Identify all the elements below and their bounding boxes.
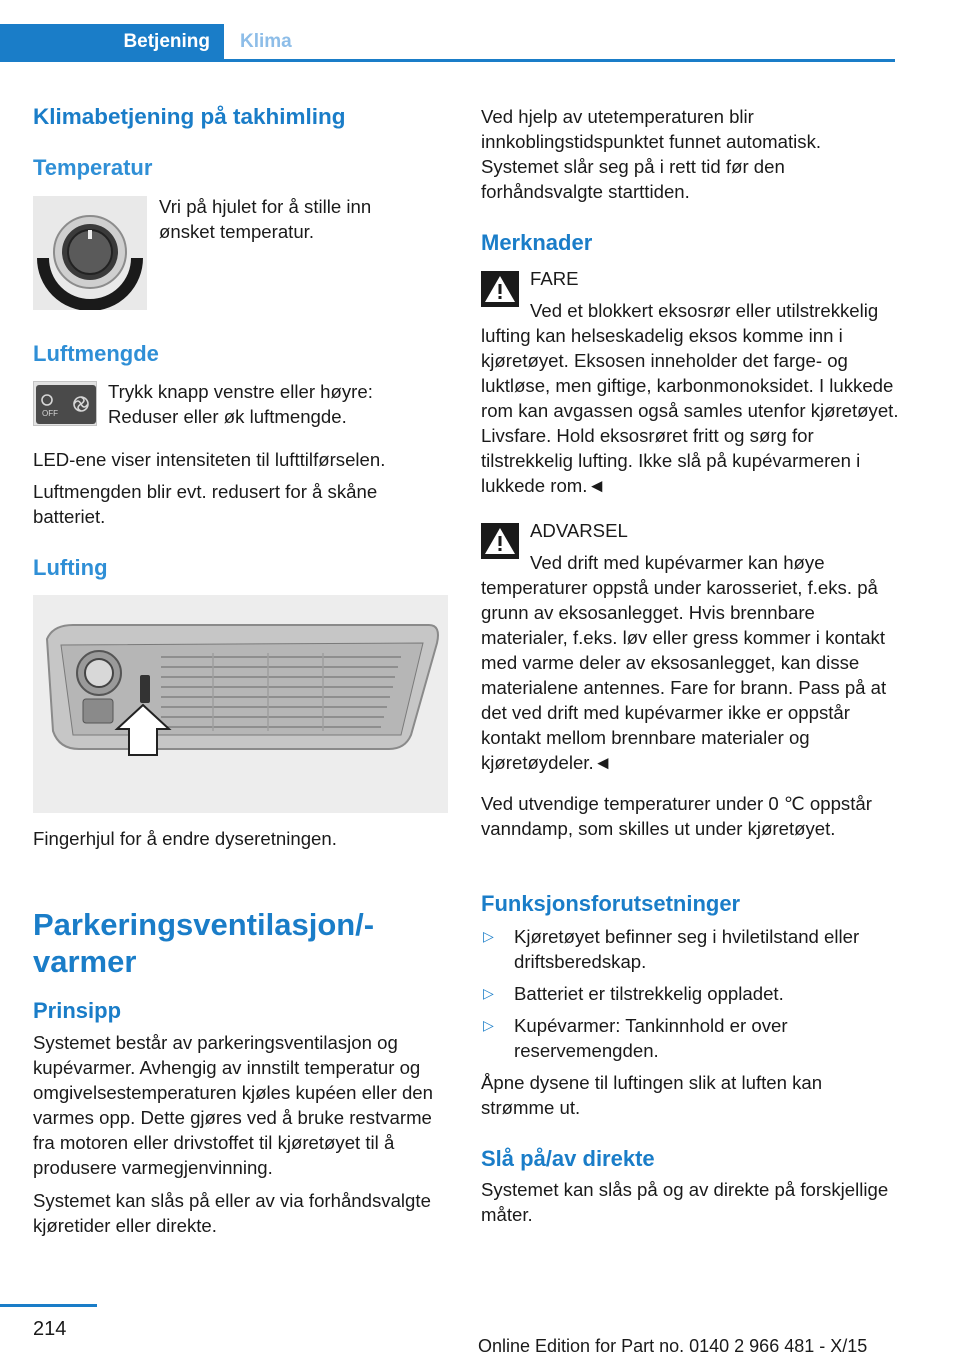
vanndamp-text: Ved utvendige temperaturer under 0 ℃ oppstår vanndamp, som skilles ut under kjøretøyet. bbox=[481, 793, 872, 839]
fare-text: Ved et blokkert eksosrør eller utilstrekkelig lufting kan helseskadelig eksos komme inn i kjøretøyet. Eksosen inneholder det farge- og luktløse, men giftige, karbonmonoksidet. I lukkede rom kan avgassen også samles utenfor kjøretøyet. Livsfare. Hold eksosrøret fritt og sørg for tilstrekkelig lufting. Ikke slå på kupévarmeren i lukkede rom.◄ bbox=[481, 300, 899, 496]
vent-panel-illustration bbox=[33, 595, 448, 813]
fare-label: FARE bbox=[530, 268, 579, 289]
temperature-knob-image bbox=[33, 196, 147, 310]
luftmengde-battery-text: Luftmengden blir evt. redusert for å skåne batteriet. bbox=[33, 481, 378, 527]
temperatur-title: Temperatur bbox=[33, 155, 153, 180]
merknader-title: Merknader bbox=[481, 230, 593, 255]
intro-text: Ved hjelp av utetemperaturen blir innkoblingstidspunktet funnet automatisk. Systemet slår seg på i rett tid før den forhåndsvalgte starttiden. bbox=[481, 106, 822, 202]
bullet-triangle-icon: ▷ bbox=[483, 1017, 494, 1033]
list-item: ▷ Kupévarmer: Tankinnhold er over reservemengden. bbox=[483, 1015, 788, 1061]
tab-betjening[interactable]: Betjening bbox=[0, 24, 224, 62]
header-rule bbox=[0, 59, 895, 62]
dysene-text: Åpne dysene til luftingen slik at luften kan strømme ut. bbox=[481, 1072, 823, 1118]
funksjon-title: Funksjonsforutsetninger bbox=[481, 891, 741, 916]
fare-text-block bbox=[481, 298, 899, 498]
fan-off-label: OFF bbox=[42, 409, 58, 418]
lufting-caption: Fingerhjul for å endre dyseretningen. bbox=[33, 828, 337, 849]
vent-panel-image bbox=[33, 595, 448, 813]
sla-text: Systemet kan slås på og av direkte på forskjellige måter. bbox=[481, 1179, 889, 1225]
bullet-triangle-icon: ▷ bbox=[483, 985, 494, 1001]
sla-title: Slå på/av direkte bbox=[481, 1146, 655, 1171]
page-number: 214 bbox=[33, 1318, 67, 1340]
section-title: Klimabetjening på takhimling bbox=[33, 104, 346, 129]
list-item: ▷ Kjøretøyet befinner seg i hviletilstand eller driftsberedskap. bbox=[483, 926, 860, 972]
bullet-triangle-icon: ▷ bbox=[483, 928, 494, 944]
fan-button-icon bbox=[34, 382, 98, 427]
advarsel-text: Ved drift med kupévarmer kan høye temperaturer oppstå under karosseriet, f.eks. på grunn av eksosanlegget. Hvis brennbare materialer, f.eks. løv eller gress kommer i kontakt med varme deler av eksosanlegget, kan disse materialene antennes. Fare for brann. Pass på at det ved drift med kupévarmer ikke er oppstår kontakt mellom brennbare materialer og kjøretøydeler.◄ bbox=[481, 552, 887, 773]
prinsipp-text-1: Systemet består av parkeringsventilasjon og kupévarmer. Avhengig av innstilt temperatur og omgivelsestemperaturen kjøles kupéen eller den varmes opp. Dette gjøres ved å bruke restvarme fra motoren eller drivstoffet til kjøretøyet til å produsere varmegjenvinning. bbox=[33, 1032, 433, 1178]
luftmengde-text: Trykk knapp venstre eller høyre: Reduser eller øk luftmengde. bbox=[108, 381, 373, 427]
prinsipp-text-2: Systemet kan slås på eller av via forhåndsvalgte kjøretider eller direkte. bbox=[33, 1190, 431, 1236]
prinsipp-title: Prinsipp bbox=[33, 998, 122, 1023]
edition-text: Online Edition for Part no. 0140 2 966 481 - X/15 bbox=[478, 1336, 868, 1356]
funksjon-list bbox=[481, 924, 899, 1070]
list-item: ▷ Batteriet er tilstrekkelig oppladet. bbox=[483, 983, 784, 1004]
tab-klima[interactable]: Klima bbox=[240, 31, 292, 52]
temperatur-text: Vri på hjulet for å stille inn ønsket temperatur. bbox=[159, 196, 372, 242]
advarsel-text-block bbox=[481, 550, 899, 775]
parkering-title: Parkeringsventilasjon/-varmer bbox=[33, 907, 375, 979]
luftmengde-title: Luftmengde bbox=[33, 341, 159, 366]
temperature-knob-icon bbox=[33, 196, 147, 310]
led-text: LED-ene viser intensiteten til lufttilførselen. bbox=[33, 449, 386, 470]
advarsel-label: ADVARSEL bbox=[530, 520, 628, 541]
header-bar bbox=[0, 0, 895, 62]
lufting-title: Lufting bbox=[33, 555, 108, 580]
fan-button-image bbox=[33, 381, 97, 426]
footer-rule bbox=[0, 1304, 97, 1307]
